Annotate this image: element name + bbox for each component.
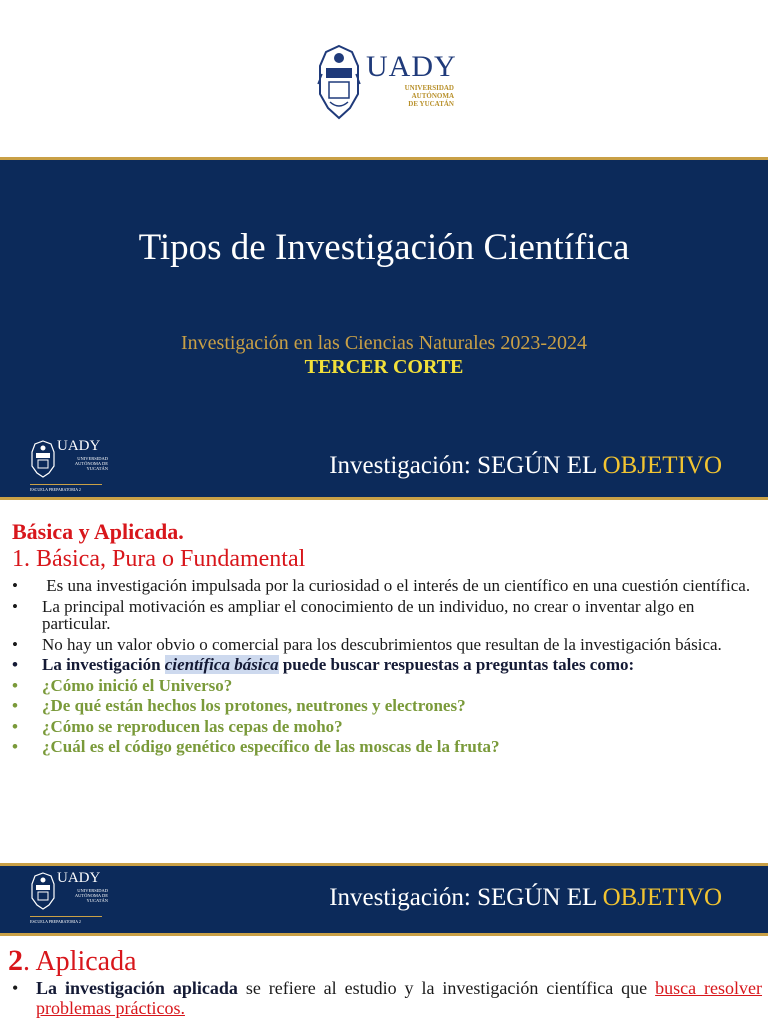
question-item (12, 718, 760, 736)
list-item-text: puede buscar respuestas a preguntas tales como: (278, 655, 635, 674)
emphasized-phrase: busca resolver problemas prácticos. (36, 978, 763, 1018)
bold-term: La investigación aplicada (36, 978, 238, 998)
band-school-name: ESCUELA PREPARATORIA 2 (30, 487, 81, 492)
band-logo-divider (30, 916, 102, 917)
list-item-text: La investigación (42, 655, 165, 674)
question-item (12, 738, 760, 756)
list-item (12, 598, 760, 633)
slide-title: Tipos de Investigación Científica (138, 227, 630, 268)
list-item-text: No hay un valor obvio o comercial para los descubrimientos que resultan de la investigación básica. (42, 634, 722, 654)
bullet-symbol: • (12, 655, 18, 674)
band-logo (30, 870, 110, 930)
paragraph-text (12, 978, 762, 1018)
uady-wordmark: UADY (366, 50, 457, 83)
question-text: ¿Cómo se reproducen las cepas de moho? (42, 716, 343, 736)
uady-subtitle-line: DE YUCATÁN (408, 100, 454, 108)
band-uady-wordmark: UADY (57, 870, 101, 886)
slide2-subtitle: 1. Básica, Pura o Fundamental (12, 546, 306, 572)
course-subtitle: Investigación en las Ciencias Naturales 2023-2024 (181, 332, 587, 354)
uady-subtitle (396, 84, 454, 108)
gold-divider (0, 497, 768, 500)
question-item (12, 677, 760, 695)
section-heading-accent: OBJETIVO (602, 884, 722, 911)
band-uady-wordmark: UADY (57, 438, 101, 454)
bullet-symbol: • (12, 696, 18, 715)
band-logo (30, 438, 110, 498)
list-item-text: Es una investigación impulsada por la curiosidad o el interés de un científico en una cuestión científica. (42, 576, 751, 595)
gold-divider (0, 933, 768, 936)
section-heading-prefix: Investigación: SEGÚN EL (329, 884, 603, 911)
band-uady-subtitle: UNIVERSIDAD AUTÓNOMA DE YUCATÁN (74, 456, 108, 471)
slide2-title: Básica y Aplicada. (12, 519, 184, 544)
question-text: ¿Cuál es el código genético específico de las moscas de la fruta? (42, 737, 500, 756)
bullet-symbol: • (12, 596, 18, 616)
paragraph-middle: se refiere al estudio y la investigación científica que (237, 978, 656, 998)
question-text: ¿De qué están hechos los protones, neutrones y electrones? (42, 696, 466, 715)
university-seal-icon (30, 872, 56, 910)
question-text: ¿Cómo inició el Universo? (42, 675, 233, 695)
uady-logo (316, 44, 456, 120)
list-item-text: La principal motivación es ampliar el conocimiento de un individuo, no crear o inventar algo en particular. (42, 596, 695, 633)
slide2-bullet-list (12, 577, 760, 759)
uady-subtitle-line: UNIVERSIDAD (404, 84, 454, 92)
section-heading (329, 884, 722, 912)
heading-text: . Aplicada (23, 946, 137, 977)
uady-subtitle-line: AUTÓNOMA (411, 92, 454, 100)
band-school-name: ESCUELA PREPARATORIA 2 (30, 919, 81, 924)
section-heading-accent: OBJETIVO (602, 452, 722, 479)
slide3-paragraph (12, 978, 762, 1018)
bullet-symbol: • (12, 576, 18, 595)
slide3-heading (8, 944, 137, 978)
band-uady-subtitle: UNIVERSIDAD AUTÓNOMA DE YUCATÁN (74, 888, 108, 903)
list-item (12, 577, 760, 595)
bullet-symbol: • (12, 716, 18, 736)
list-item (12, 656, 760, 674)
title-band (0, 160, 768, 497)
bullet-symbol: • (12, 978, 19, 998)
section-heading (329, 452, 722, 480)
heading-number: 2 (8, 944, 23, 977)
period-label: TERCER CORTE (304, 356, 464, 378)
question-item (12, 697, 760, 715)
highlighted-term: científica básica (164, 655, 279, 674)
section-heading-prefix: Investigación: SEGÚN EL (329, 452, 603, 479)
list-item (12, 636, 760, 654)
band-logo-divider (30, 484, 102, 485)
university-seal-icon (316, 44, 362, 120)
bullet-symbol: • (12, 675, 18, 695)
bullet-symbol: • (12, 634, 18, 654)
bullet-symbol: • (12, 737, 18, 756)
university-seal-icon (30, 440, 56, 478)
slide1-header (0, 0, 768, 157)
